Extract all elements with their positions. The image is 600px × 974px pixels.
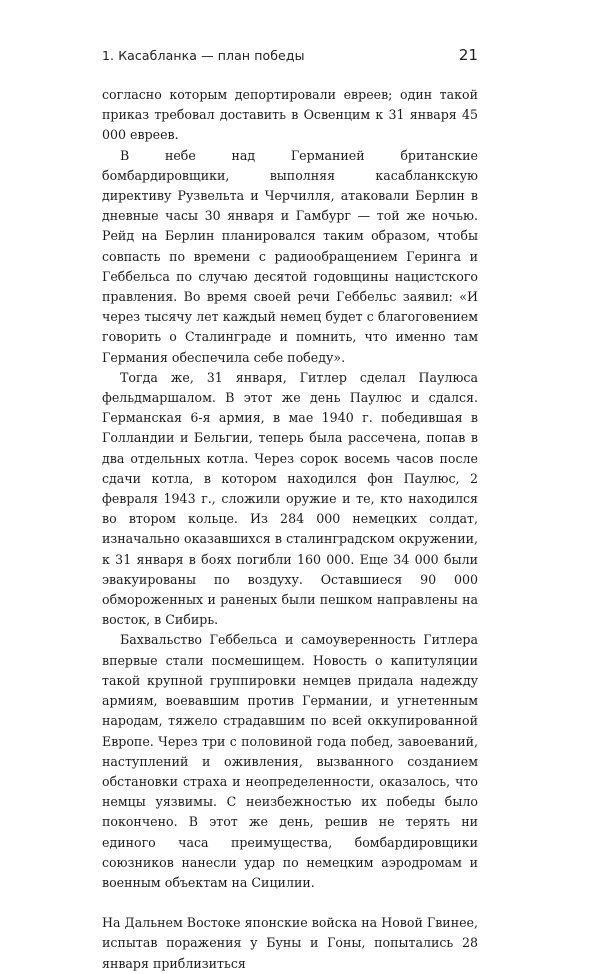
body-text <box>102 85 478 974</box>
paragraph-berlin-raid: В небе над Германией британские бомбардировщики, выполняя касабланкскую директиву Рузвельта и Черчилля, атаковали Берлин в дневные часы 30 января и Гамбург — той же ночью. Рейд на Берлин планировался таким образом, чтобы совпасть по времени с радиообращением Геринга и Геббельса по случаю десятой годовщины нацистского правления. Во время своей речи Геббельс заявил: «И через тысячу лет каждый немец будет с благоговением говорить о Сталинграде и помнить, что именно там Германия обеспечила себе победу». <box>102 147 478 365</box>
paragraph-continuation: согласно которым депортировали евреев; один такой приказ требовал доставить в Освенцим к 31 января 45 000 евреев. <box>102 87 478 143</box>
paragraph-goebbels: Бахвальство Геббельса и самоуверенность Гитлера впервые стали посмешищем. Новость о капитуляции такой крупной группировки немцев придала надежду армиям, воевавшим против Германии, и угнетенным народам, тяжело страдавшим по всей оккупированной Европе. Через три с половиной года побед, завоеваний, наступлений и оживления, вызванного созданием обстановки страха и неопределенности, оказалось, что немцы уязвимы. С неизбежностью их победы было покончено. В этот же день, решив не терять ни единого часа преимущества, бомбардировщики союзников нанесли удар по немецким аэродромам и военным объектам на Сицилии. <box>102 632 478 890</box>
paragraph-paulus-surrender: Тогда же, 31 января, Гитлер сделал Паулюса фельдмаршалом. В этот же день Паулюс и сдался. Германская 6-я армия, в мае 1940 г. победившая в Голландии и Бельгии, теперь была рассечена, попав в два отдельных котла. Через сорок восемь часов после сдачи котла, в котором находился фон Паулюс, 2 февраля 1943 г., сложили оружие и те, кто находился во втором кольце. Из 284 000 немецких солдат, изначально оказавшихся в сталинградском окружении, к 31 января в боях погибли 160 000. Еще 34 000 были эвакуированы по воздуху. Оставшиеся 90 000 обмороженных и раненых были пешком направлены на восток, в Сибирь. <box>102 369 478 628</box>
chapter-title: 1. Касабланка — план победы <box>102 48 305 63</box>
paragraph-far-east: На Дальнем Востоке японские войска на Новой Гвинее, испытав поражения у Буны и Гоны, попытались 28 января приблизиться <box>102 915 478 971</box>
running-header <box>102 46 478 72</box>
page-number: 21 <box>458 46 478 64</box>
book-page <box>102 46 478 974</box>
